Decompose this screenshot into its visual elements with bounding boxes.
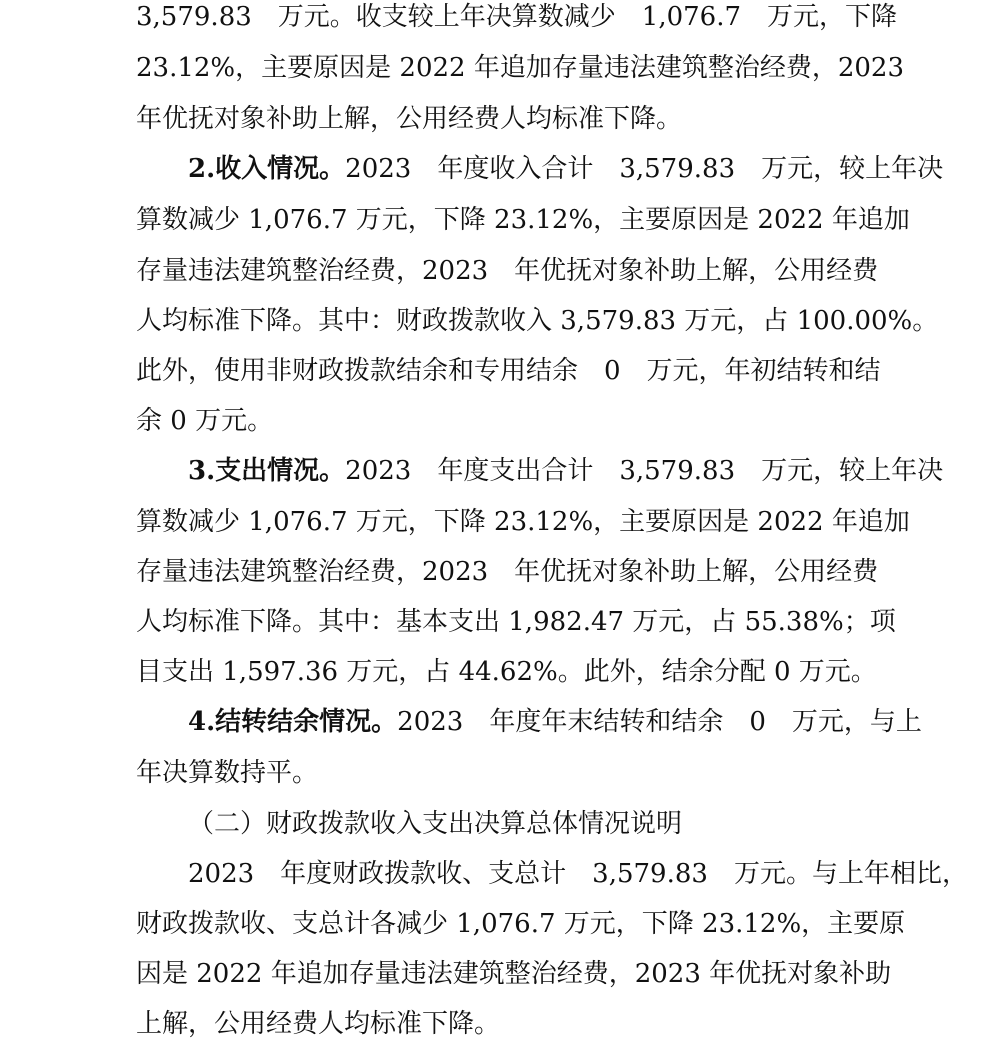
text-line: 人均标准下降。其中：财政拨款收入 3,579.83 万元，占 100.00%。 bbox=[136, 306, 939, 336]
text-line: 余 0 万元。 bbox=[136, 406, 274, 436]
text-line-first bbox=[188, 707, 922, 737]
text-line: 2023 年度年末结转和结余 0 万元，与上 bbox=[397, 707, 922, 737]
text-line: 因是 2022 年追加存量违法建筑整治经费，2023 年优抚对象补助 bbox=[136, 959, 892, 989]
text-line: 存量违法建筑整治经费，2023 年优抚对象补助上解，公用经费 bbox=[136, 256, 879, 286]
text-line: 财政拨款收、支总计各减少 1,076.7 万元，下降 23.12%，主要原 bbox=[136, 909, 906, 939]
text-line: 算数减少 1,076.7 万元，下降 23.12%，主要原因是 2022 年追加 bbox=[136, 507, 910, 537]
text-line-first bbox=[188, 154, 943, 184]
text-line: 2023 年度支出合计 3,579.83 万元，较上年决 bbox=[345, 456, 944, 486]
text-line: 23.12%，主要原因是 2022 年追加存量违法建筑整治经费，2023 bbox=[136, 53, 905, 83]
paragraph-heading: 4.结转结余情况。 bbox=[188, 707, 398, 737]
text-line: 年优抚对象补助上解，公用经费人均标准下降。 bbox=[136, 104, 683, 134]
text-line: 上解，公用经费人均标准下降。 bbox=[136, 1009, 501, 1039]
text-line: 目支出 1,597.36 万元，占 44.62%。此外，结余分配 0 万元。 bbox=[136, 657, 877, 687]
paragraph-heading: 3.支出情况。 bbox=[188, 456, 346, 486]
text-line: 存量违法建筑整治经费，2023 年优抚对象补助上解，公用经费 bbox=[136, 557, 879, 587]
text-line: 2023 年度收入合计 3,579.83 万元，较上年决 bbox=[345, 154, 944, 184]
text-line-first bbox=[188, 456, 943, 486]
text-line: 算数减少 1,076.7 万元，下降 23.12%，主要原因是 2022 年追加 bbox=[136, 205, 910, 235]
text-line: 2023 年度财政拨款收、支总计 3,579.83 万元。与上年相比， bbox=[188, 859, 968, 889]
section-title: （二）财政拨款收入支出决算总体情况说明 bbox=[188, 809, 683, 839]
text-line: 3,579.83 万元。收支较上年决算数减少 1,076.7 万元，下降 bbox=[136, 2, 898, 32]
text-line: 此外，使用非财政拨款结余和专用结余 0 万元，年初结转和结 bbox=[136, 356, 881, 386]
text-line: 人均标准下降。其中：基本支出 1,982.47 万元，占 55.38%；项 bbox=[136, 607, 896, 637]
paragraph-heading: 2.收入情况。 bbox=[188, 154, 346, 184]
text-line: 年决算数持平。 bbox=[136, 758, 319, 788]
